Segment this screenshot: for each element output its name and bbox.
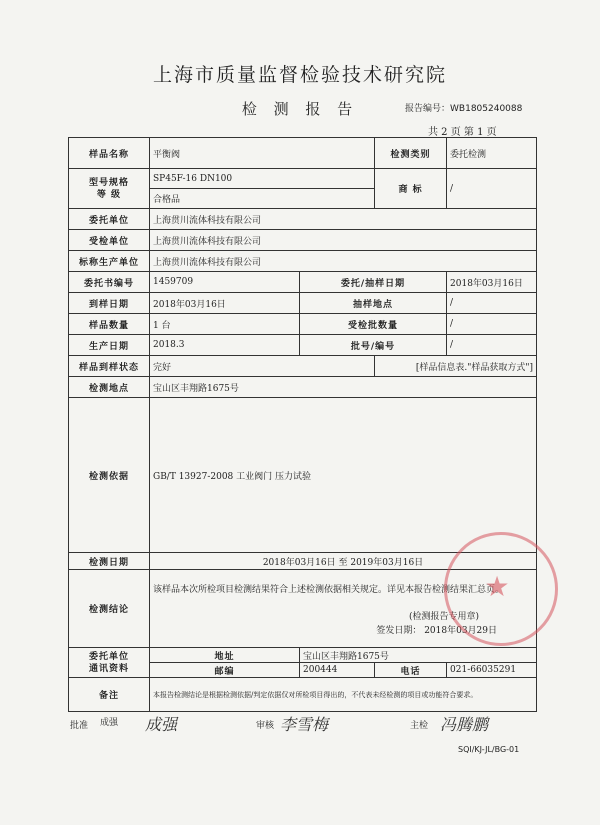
producer-value: 上海贯川流体科技有限公司 [150, 251, 537, 272]
phone-label: 电话 [375, 663, 447, 678]
phone-value: 021-66035291 [447, 663, 537, 678]
test-type-label: 检测类别 [375, 138, 447, 169]
location-label: 检测地点 [69, 377, 150, 398]
production-date-value: 2018.3 [150, 335, 300, 356]
sample-name-value: 平衡阀 [150, 138, 375, 169]
address-value: 宝山区丰翔路1675号 [300, 648, 537, 663]
condition-note: [样品信息表."样品获取方式"] [375, 356, 537, 377]
conclusion-text: 该样品本次所检项目检测结果符合上述检测依据相关规定。详见本报告检测结果汇总页。 [153, 585, 505, 595]
review-label: 审核 [256, 721, 275, 731]
contact-info-label [69, 648, 150, 678]
contract-no-value: 1459709 [150, 272, 300, 293]
issue-date: 签发日期： 2018年03月29日 [376, 626, 498, 636]
table-row [69, 251, 537, 272]
table-row [69, 293, 537, 314]
test-date-label: 检测日期 [69, 553, 150, 570]
arrival-date-label: 到样日期 [69, 293, 150, 314]
contract-no-label: 委托书编号 [69, 272, 150, 293]
table-row [69, 314, 537, 335]
approve-label: 批准 [70, 721, 89, 731]
inspected-unit-value: 上海贯川流体科技有限公司 [150, 230, 537, 251]
approve-title: 成强 [100, 718, 119, 728]
page-info: 共 2 页 第 1 页 [428, 127, 497, 138]
chief-label: 主检 [410, 721, 429, 731]
trademark-value: / [447, 169, 537, 209]
producer-label: 标称生产单位 [69, 251, 150, 272]
conclusion-seal-note: (检测报告专用章) [408, 612, 480, 622]
batch-no-label: 批号/编号 [300, 335, 447, 356]
basis-label: 检测依据 [69, 398, 150, 553]
table-row [69, 138, 537, 169]
chief-signature: 冯腾鹏 [440, 715, 489, 734]
postcode-label: 邮编 [150, 663, 300, 678]
grade-value: 合格品 [150, 189, 375, 209]
postcode-value: 200444 [300, 663, 375, 678]
table-row [69, 356, 537, 377]
grade-label: 等 级 [96, 189, 122, 200]
conclusion-label: 检测结论 [69, 570, 150, 648]
trademark-label: 商 标 [375, 169, 447, 209]
contact-label-line2: 通讯资料 [88, 663, 129, 674]
location-value: 宝山区丰翔路1675号 [150, 377, 537, 398]
batch-quantity-label: 受检批数量 [300, 314, 447, 335]
table-row [69, 169, 537, 189]
table-row [69, 272, 537, 293]
batch-quantity-value: / [447, 314, 537, 335]
sampling-date-value: 2018年03月16日 [447, 272, 537, 293]
table-row [69, 209, 537, 230]
table-row [69, 398, 537, 553]
report-number-label: 报告编号： [405, 104, 451, 114]
organization-title: 上海市质量监督检验技术研究院 [152, 64, 447, 86]
condition-label: 样品到样状态 [69, 356, 150, 377]
test-date-value: 2018年03月16日 至 2019年03月16日 [150, 553, 537, 570]
table-row [69, 678, 537, 712]
remarks-value: 本报告检测结论是根据检测依据/判定依据仅对所检项目得出的，不代表未经检测的项目或功能符合要求。 [150, 678, 537, 712]
quantity-value: 1 台 [150, 314, 300, 335]
sample-name-label: 样品名称 [69, 138, 150, 169]
report-number-value: WB1805240088 [450, 104, 523, 114]
production-date-label: 生产日期 [69, 335, 150, 356]
quantity-label: 样品数量 [69, 314, 150, 335]
table-row [69, 648, 537, 663]
model-label: 型号规格 [88, 177, 129, 188]
address-label: 地址 [150, 648, 300, 663]
test-type-value: 委托检测 [447, 138, 537, 169]
table-row [69, 335, 537, 356]
client-value: 上海贯川流体科技有限公司 [150, 209, 537, 230]
sampling-place-value: / [447, 293, 537, 314]
report-number [405, 101, 522, 114]
basis-value: GB/T 13927-2008 工业阀门 压力试验 [150, 398, 537, 553]
document-control-code: SQI/KJ-JL/BG-01 [458, 745, 520, 754]
client-label: 委托单位 [69, 209, 150, 230]
remarks-label: 备注 [69, 678, 150, 712]
batch-no-value: / [447, 335, 537, 356]
table-row [69, 230, 537, 251]
approve-signature: 成强 [145, 715, 178, 734]
seal-star-icon: ★ [484, 570, 510, 603]
condition-value: 完好 [150, 356, 375, 377]
model-grade-label [69, 169, 150, 209]
sampling-date-label: 委托/抽样日期 [300, 272, 447, 293]
inspected-unit-label: 受检单位 [69, 230, 150, 251]
sampling-place-label: 抽样地点 [300, 293, 447, 314]
arrival-date-value: 2018年03月16日 [150, 293, 300, 314]
model-value: SP45F-16 DN100 [150, 169, 375, 189]
report-title: 检 测 报 告 [241, 100, 359, 118]
review-signature: 李雪梅 [280, 715, 329, 734]
contact-label-line1: 委托单位 [88, 651, 129, 662]
table-row [69, 377, 537, 398]
